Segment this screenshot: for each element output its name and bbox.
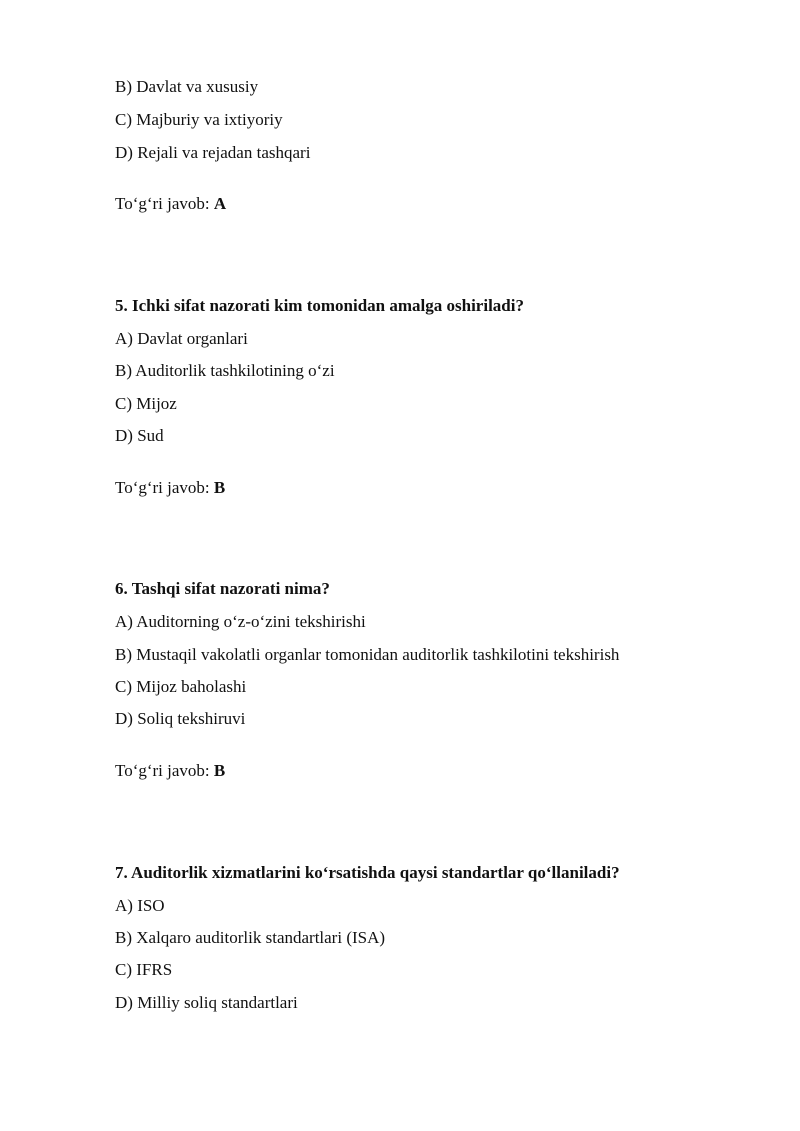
q6-title: 6. Tashqi sifat nazorati nima? bbox=[115, 579, 330, 598]
answer-label: To‘g‘ri javob: bbox=[115, 194, 210, 213]
q7-option-d: D) Milliy soliq standartlari bbox=[115, 993, 298, 1012]
q4-option-b: B) Davlat va xususiy bbox=[115, 77, 259, 96]
answer-letter: B bbox=[213, 478, 226, 497]
q5-title: 5. Ichki sifat nazorati kim tomonidan amalga oshiriladi? bbox=[115, 296, 524, 315]
q4-option-c: C) Majburiy va ixtiyoriy bbox=[115, 110, 283, 129]
q7-option-b: B) Xalqaro auditorlik standartlari (ISA) bbox=[115, 928, 386, 947]
q6-option-c: C) Mijoz baholashi bbox=[115, 677, 247, 696]
q6-option-d: D) Soliq tekshiruvi bbox=[115, 709, 246, 728]
q6-option-a: A) Auditorning o‘z-o‘zini tekshirishi bbox=[115, 612, 366, 631]
q6-answer bbox=[115, 761, 225, 781]
q5-option-d: D) Sud bbox=[115, 426, 164, 445]
q5-option-a: A) Davlat organlari bbox=[115, 329, 248, 348]
answer-letter: A bbox=[213, 194, 227, 213]
q5-answer bbox=[115, 478, 225, 498]
answer-label: To‘g‘ri javob: bbox=[115, 761, 210, 780]
q7-option-c: C) IFRS bbox=[115, 960, 173, 979]
q6-option-b: B) Mustaqil vakolatli organlar tomonidan auditorlik tashkilotini tekshirish bbox=[115, 645, 620, 664]
q4-answer bbox=[115, 194, 226, 214]
q5-option-b: B) Auditorlik tashkilotining o‘zi bbox=[115, 361, 335, 380]
answer-label: To‘g‘ri javob: bbox=[115, 478, 210, 497]
q5-option-c: C) Mijoz bbox=[115, 394, 177, 413]
q7-title: 7. Auditorlik xizmatlarini ko‘rsatishda qaysi standartlar qo‘llaniladi? bbox=[115, 863, 620, 882]
answer-letter: B bbox=[213, 761, 226, 780]
q7-option-a: A) ISO bbox=[115, 896, 165, 915]
q4-option-d: D) Rejali va rejadan tashqari bbox=[115, 143, 311, 162]
